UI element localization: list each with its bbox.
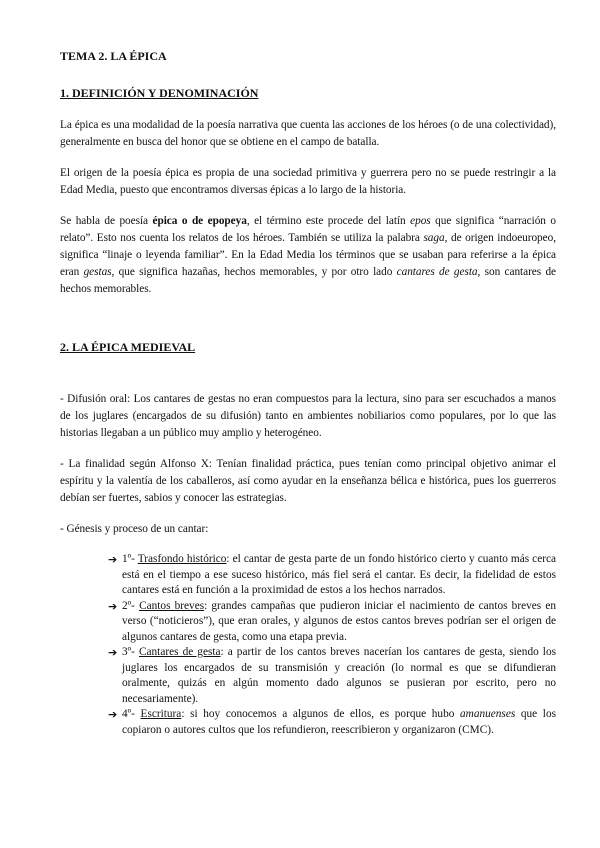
item-term: Cantos breves (139, 599, 205, 612)
item-term: Escritura (140, 708, 182, 720)
item-text: que los copiaron o autores cultos que los refundieron, reescribieron y organizaron (CMC). (122, 708, 556, 736)
text-run: que significa “narración o relato”. Esto nos cuenta los relatos de los héroes. También se utiliza la palabra (60, 215, 556, 244)
spacer (60, 371, 556, 391)
paragraph-origin: El origen de la poesía épica es propia de una sociedad primitiva y guerrera pero no se puede restringir a la Edad Media, puesto que encontramos diversas épicas a lo largo de la historia. (60, 167, 556, 196)
italic-term-cantares: cantares de gesta (396, 266, 478, 278)
paragraph-difusion-oral: - Difusión oral: Los cantares de gestas no eran compuestos para la lectura, sino para ser escuchados a manos de los juglares (encargados de su difusión) tanto en ambientes nobiliarios como populares, por lo que las historias llegaban a un público muy amplio y heterogéneo. (60, 393, 556, 439)
item-term: Cantares de gesta (138, 646, 221, 658)
document-title: TEMA 2. LA ÉPICA (60, 49, 167, 63)
section-heading-epica-medieval: 2. LA ÉPICA MEDIEVAL (60, 340, 196, 354)
text-run: , que significa hazañas, hechos memorables, y por otro lado (111, 266, 397, 278)
item-number: 2º- (122, 599, 140, 612)
paragraph-denomination (60, 213, 556, 298)
arrow-bullet-icon: ➔ (108, 646, 118, 659)
italic-term-epos: epos (410, 215, 431, 227)
list-item (108, 599, 556, 646)
bold-term-epica: épica o de epopeya (152, 215, 247, 227)
list-item (108, 707, 556, 738)
genesis-list (108, 552, 556, 738)
item-term: Trasfondo histórico (137, 553, 227, 565)
italic-term-saga: saga (423, 232, 445, 244)
list-item (108, 645, 556, 707)
paragraph-finalidad: - La finalidad según Alfonso X: Tenían finalidad práctica, pues tenían como principal objetivo animar el espíritu y la valentía de los caballeros, así como ayudar en la enseñanza bélica e histórica, pues los guerreros debían ser fuertes, sabios y conocer las estrategias. (60, 458, 556, 504)
paragraph-definition: La épica es una modalidad de la poesía narrativa que cuenta las acciones de los héroes (o de una colectividad), generalmente en busca del honor que se obtiene en el campo de batalla. (60, 119, 556, 148)
text-run: , el término este procede del latín (246, 215, 411, 227)
paragraph-genesis: - Génesis y proceso de un cantar: (60, 523, 209, 535)
arrow-bullet-icon: ➔ (108, 708, 118, 721)
section-heading-definicion: 1. DEFINICIÓN Y DENOMINACIÓN (60, 86, 259, 100)
italic-term-gestas: gestas (83, 266, 112, 278)
arrow-bullet-icon: ➔ (108, 599, 118, 613)
text-run: , son cantares de hechos memorables. (60, 266, 557, 295)
item-text: : a partir de los cantos breves nacerían los cantares de gesta, siendo los juglares los encargados de su transmisión y creación (lo normal es que se difundieran oralmente, quizás en algún momento dado algunos se pusieran por escrito, pero no necesariamente). (122, 646, 556, 705)
list-item (108, 552, 556, 599)
item-text: : grandes campañas que pudieron iniciar el nacimiento de cantos breves en verso (“noticieros”), que eran orales, y algunos de estos cantos breves podrían ser el origen de algunos cantares de gesta, como una etapa previa. (122, 599, 556, 643)
italic-term-amanuenses: amanuenses (460, 708, 516, 720)
text-run: , de origen indoeuropeo, significa “linaje o leyenda familiar”. En la Edad Media los términos que se usaban para referirse a la épica eran (60, 232, 556, 278)
text-run: Se habla de poesía (60, 215, 153, 227)
item-number: 4º- (122, 708, 141, 720)
arrow-bullet-icon: ➔ (108, 553, 118, 566)
item-text: : el cantar de gesta parte de un fondo histórico cierto y cuanto más cerca está en el tiempo a ese suceso histórico, más fiel será el cantar. Es decir, la fidelidad de estos cantares está en función a la proximidad de estos a los hechos narrados. (122, 553, 556, 596)
spacer (60, 312, 556, 340)
item-number: 1º- (122, 553, 138, 565)
item-text: : si hoy conocemos a algunos de ellos, es porque hubo (181, 708, 461, 720)
item-number: 3º- (122, 646, 139, 658)
